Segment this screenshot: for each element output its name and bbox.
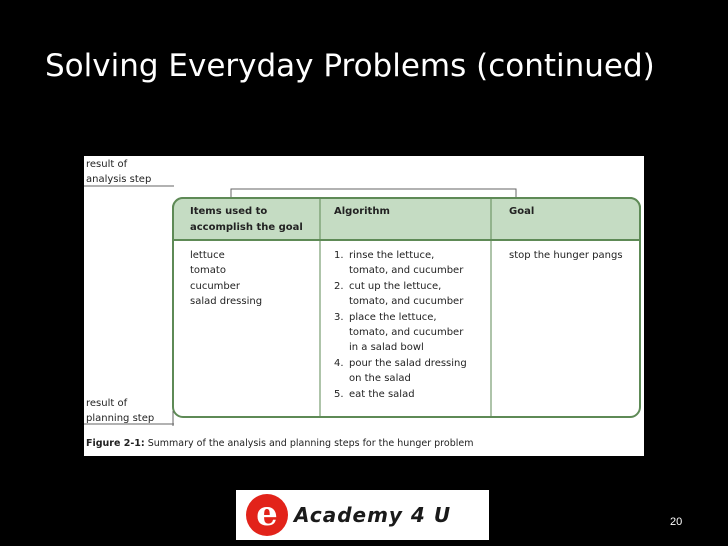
caption-label: Figure 2-1:	[86, 438, 145, 449]
caption-text: Summary of the analysis and planning steps for the hunger problem	[144, 438, 474, 449]
planning-label: result of planning step	[86, 398, 155, 424]
algorithm-step: 1. rinse the lettuce, tomato, and cucumber	[334, 250, 464, 277]
page-number: 20	[670, 516, 683, 528]
figure-caption	[86, 438, 473, 449]
slide-title: Solving Everyday Problems (continued)	[45, 48, 655, 84]
items-list	[190, 248, 262, 310]
logo-text: Academy 4 U	[294, 503, 452, 527]
item: lettuce	[190, 250, 225, 261]
analysis-bracket	[231, 189, 516, 198]
academy-logo	[236, 490, 489, 540]
figure-2-1	[84, 156, 644, 456]
algorithm-step: 2. cut up the lettuce, tomato, and cucumber	[334, 280, 464, 308]
algorithm-step: 3. place the lettuce, tomato, and cucumber in a salad bowl	[334, 311, 464, 354]
analysis-label: result of analysis step	[86, 159, 152, 185]
algorithm-step: 5. eat the salad	[334, 388, 415, 400]
header-algorithm: Algorithm	[334, 206, 390, 217]
goal-cell: stop the hunger pangs	[509, 250, 623, 261]
header-items: Items used to accomplish the goal	[190, 206, 303, 233]
algorithm-step: 4. pour the salad dressing on the salad	[334, 357, 467, 385]
item: salad dressing	[190, 296, 263, 308]
item: cucumber	[190, 280, 241, 292]
header-goal: Goal	[509, 206, 535, 217]
item: tomato	[190, 265, 226, 277]
algorithm-steps	[334, 248, 467, 402]
logo-e-icon: e	[246, 494, 288, 536]
